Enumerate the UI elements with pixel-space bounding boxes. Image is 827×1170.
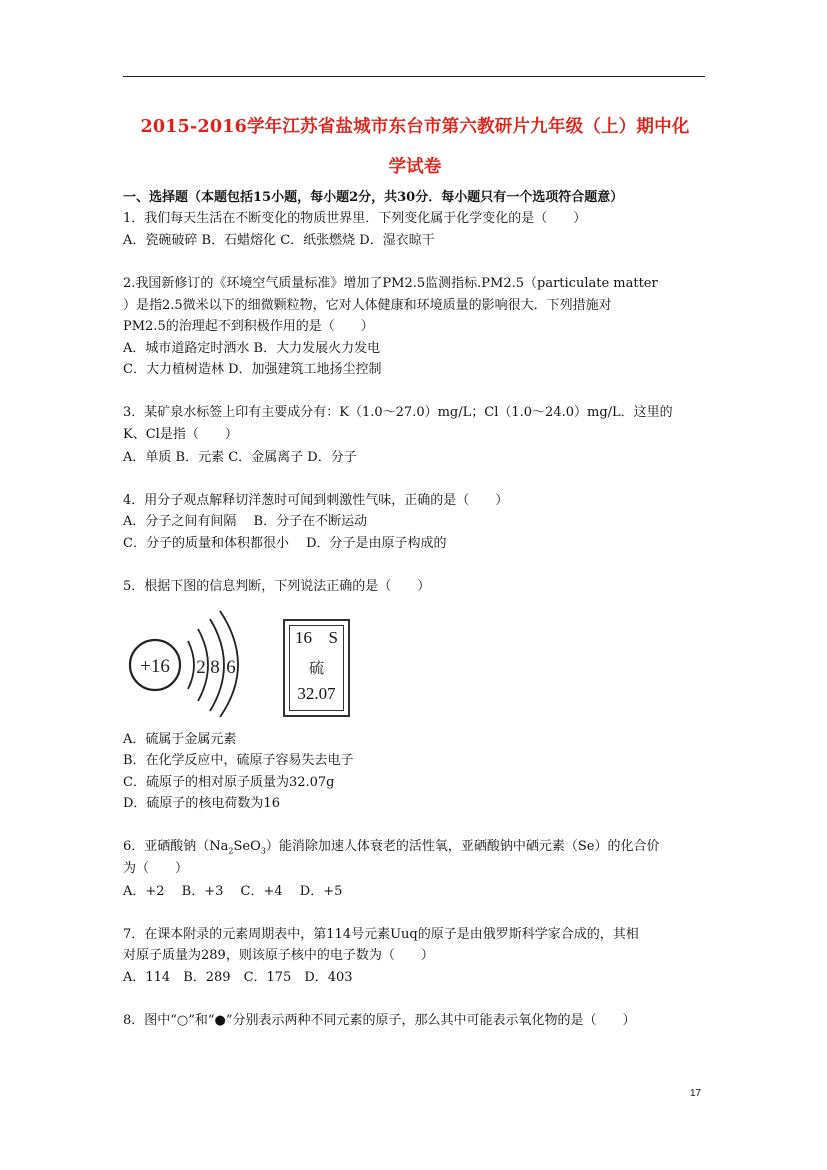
shell-2-electrons: 8 [210, 657, 220, 678]
q4-options-ab: A．分子之间有间隔 B．分子在不断运动 [123, 514, 368, 529]
q5-option-d: D．硫原子的核电荷数为16 [123, 796, 280, 811]
q2-options-cd: C．大力植树造林 D．加强建筑工地扬尘控制 [123, 362, 382, 377]
q5-option-c: C．硫原子的相对原子质量为32.07g [123, 775, 335, 790]
q6-options: A．+2 B．+3 C．+4 D．+5 [123, 884, 343, 899]
q3-options: A．单质 B．元素 C．金属离子 D．分子 [123, 450, 357, 465]
q8-stem: 8．图中“○”和“●”分别表示两种不同元素的原子，那么其中可能表示氧化物的是（ ） [123, 1013, 636, 1028]
q2-stem-line3: PM2.5的治理起不到积极作用的是（ ） [123, 319, 374, 334]
q5-stem: 5．根据下图的信息判断，下列说法正确的是（ ） [123, 579, 431, 594]
q7-options: A．114 B．289 C．175 D．403 [123, 970, 353, 985]
q6-stem-post: ）能消除加速人体衰老的活性氧，亚硒酸钠中硒元素（Se）的化合价 [265, 839, 660, 854]
q6-stem-pre: 6．亚硒酸钠（Na [123, 839, 229, 854]
q3-stem-line1: 3．某矿泉水标签上印有主要成分有：K（1.0～27.0）mg/L；Cl（1.0～24.0）mg/L．这里的 [123, 405, 673, 420]
atom-nucleus-label: +16 [140, 656, 170, 677]
q6-stem-line1 [123, 838, 659, 861]
q7-stem-line1: 7．在课本附录的元素周期表中，第114号元素Uuq的原子是由俄罗斯科学家合成的，其相 [123, 927, 639, 942]
element-atomic-mass: 32.07 [297, 684, 336, 703]
element-symbol: S [328, 628, 338, 647]
shell-3-electrons: 6 [226, 657, 236, 678]
q4-stem: 4．用分子观点解释切洋葱时可闻到刺激性气味，正确的是（ ） [123, 493, 509, 508]
q5-option-b: B．在化学反应中，硫原子容易失去电子 [123, 753, 354, 768]
q6-subscript-1: 2 [228, 846, 234, 856]
page-title-line2: 学试卷 [388, 157, 442, 177]
q2-options-ab: A．城市道路定时洒水 B．大力发展火力发电 [123, 341, 381, 356]
shell-1-electrons: 2 [196, 657, 206, 678]
q1-stem: 1．我们每天生活在不断变化的物质世界里．下列变化属于化学变化的是（ ） [123, 211, 587, 226]
element-atomic-number: 16 [295, 628, 312, 647]
q5-option-a: A．硫属于金属元素 [123, 732, 237, 747]
q2-stem-line1: 2.我国新修订的《环境空气质量标准》增加了PM2.5监测指标.PM2.5（particulate matter [123, 276, 658, 291]
page-number: 17 [690, 1088, 702, 1099]
q7-stem-line2: 对原子质量为289，则该原子核中的电子数为（ ） [123, 948, 434, 963]
q6-subscript-2: 3 [260, 846, 266, 856]
element-name: 硫 [308, 661, 324, 677]
header-rule [123, 76, 705, 77]
q3-stem-line2: K、Cl是指（ ） [123, 427, 238, 442]
q6-stem-line2: 为（ ） [123, 861, 189, 876]
q1-options: A．瓷碗破碎 B．石蜡熔化 C．纸张燃烧 D．湿衣晾干 [123, 233, 435, 248]
sulfur-atom-structure-diagram [120, 607, 250, 721]
section-heading: 一、选择题（本题包括15小题，每小题2分，共30分．每小题只有一个选项符合题意） [123, 190, 624, 205]
q2-stem-line2: ）是指2.5微米以下的细微颗粒物，它对人体健康和环境质量的影响很大．下列措施对 [123, 298, 612, 313]
periodic-table-cell-sulfur [283, 619, 350, 717]
q4-options-cd: C．分子的质量和体积都很小 D．分子是由原子构成的 [123, 536, 447, 551]
q6-stem-mid: SeO [233, 839, 261, 854]
page-title-line1: 2015-2016学年江苏省盐城市东台市第六教研片九年级（上）期中化 [140, 117, 690, 137]
